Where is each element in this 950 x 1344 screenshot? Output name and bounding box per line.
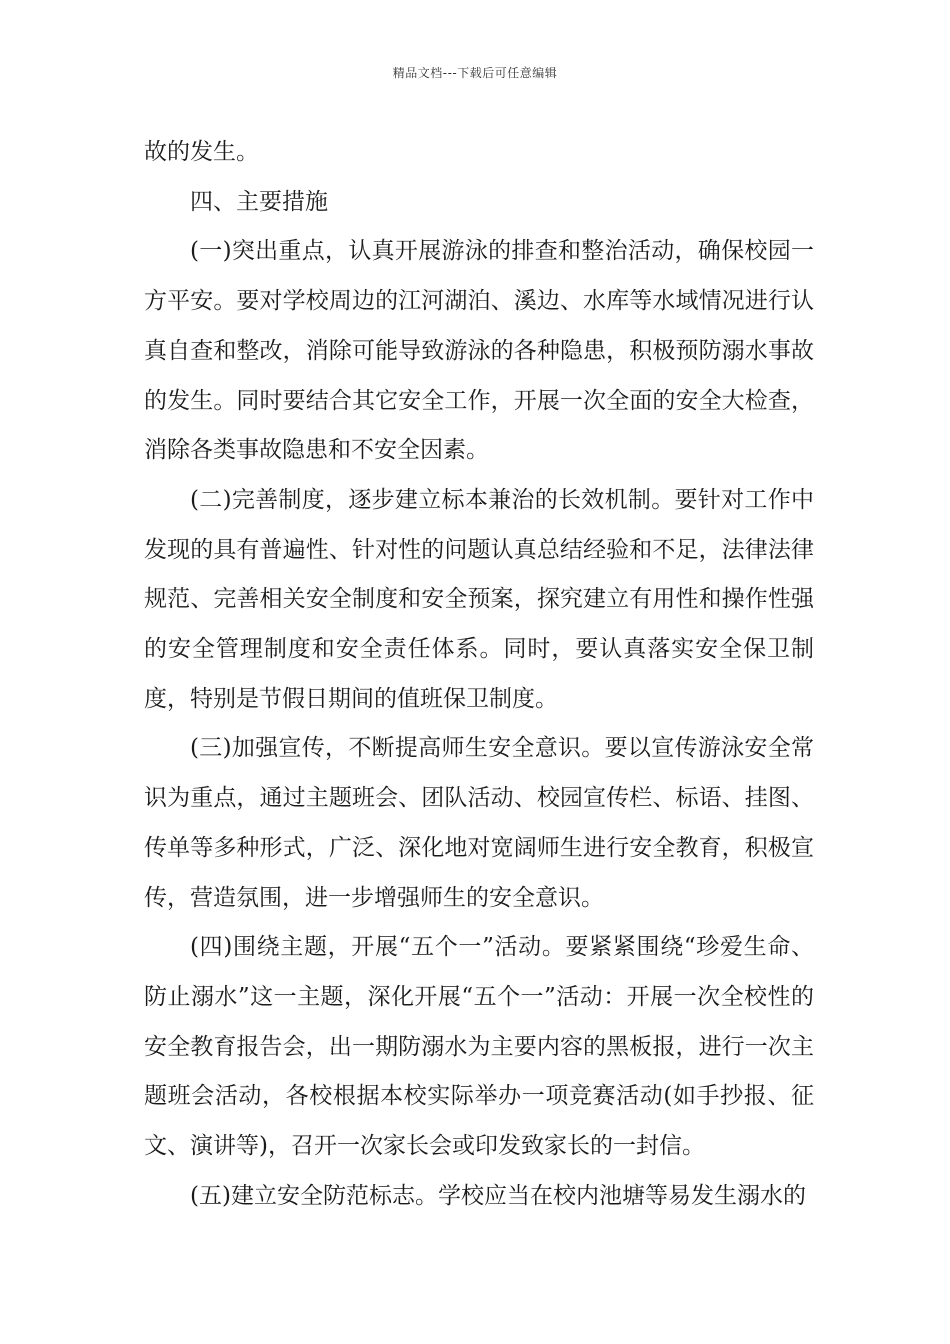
paragraph-measure-2: (二)完善制度，逐步建立标本兼治的长效机制。要针对工作中发现的具有普遍性、针对性的问题认真总结经验和不足，法律法律规范、完善相关安全制度和安全预案，探究建立有用性和操作性强的安全管理制度和安全责任体系。同时，要认真落实安全保卫制度，特别是节假日期间的值班保卫制度。	[144, 486, 814, 712]
document-body	[144, 128, 814, 1221]
paragraph-continuation: 故的发生。	[144, 139, 259, 165]
paragraph-measure-3: (三)加强宣传，不断提高师生安全意识。要以宣传游泳安全常识为重点，通过主题班会、团队活动、校园宣传栏、标语、挂图、传单等多种形式，广泛、深化地对宽阔师生进行安全教育，积极宣传，营造氛围，进一步增强师生的安全意识。	[144, 735, 814, 911]
section-heading: 四、主要措施	[190, 188, 328, 215]
paragraph-measure-1: (一)突出重点，认真开展游泳的排查和整治活动，确保校园一方平安。要对学校周边的江河湖泊、溪边、水库等水域情况进行认真自查和整改，消除可能导致游泳的各种隐患，积极预防溺水事故的发生。同时要结合其它安全工作，开展一次全面的安全大检查，消除各类事故隐患和不安全因素。	[144, 238, 814, 464]
paragraph-measure-5: (五)建立安全防范标志。学校应当在校内池塘等易发生溺水的	[190, 1182, 806, 1209]
page-header: 精品文档---下载后可任意编辑	[392, 66, 558, 80]
paragraph-measure-4: (四)围绕主题，开展“五个一”活动。要紧紧围绕“珍爱生命、防止溺水”这一主题，深化开展“五个一”活动：开展一次全校性的安全教育报告会，出一期防溺水为主要内容的黑板报，进行一次主题班会活动，各校根据本校实际举办一项竞赛活动(如手抄报、征文、演讲等)，召开一次家长会或印发致家长的一封信。	[144, 934, 814, 1160]
